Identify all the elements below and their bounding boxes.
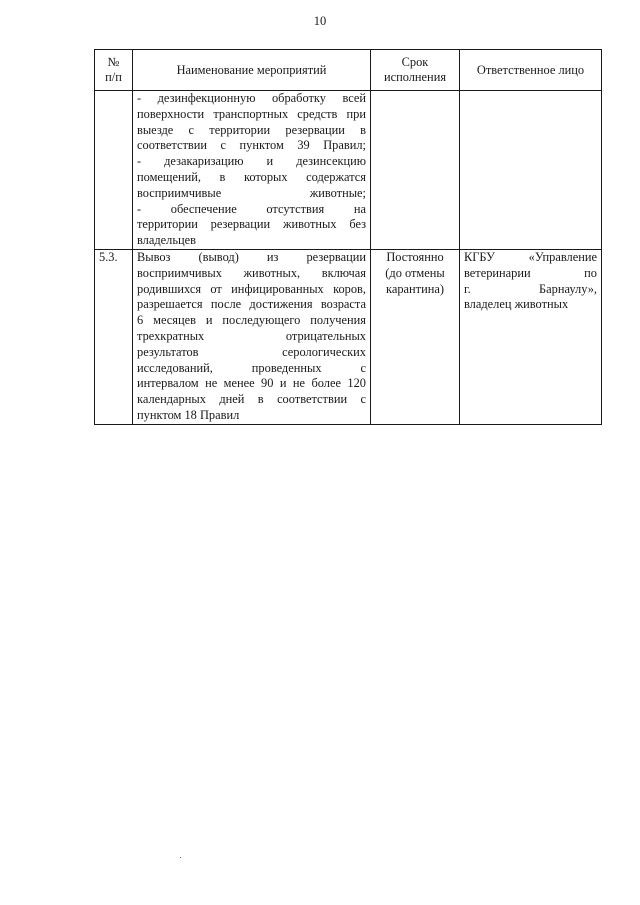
row-term <box>371 91 460 250</box>
row-responsible <box>460 91 602 250</box>
text-line: соответствии с пунктом 39 Правил; <box>137 138 366 153</box>
text-line: Вывоз (вывод) из резервации <box>137 249 366 264</box>
table-header-row <box>95 50 602 91</box>
text-line: пунктом 18 Правил <box>137 407 240 422</box>
text-line: поверхности транспортных средств при <box>137 106 366 121</box>
text-line: родившихся от инфицированных коров, <box>137 281 366 296</box>
text-line: территории резервации животных без <box>137 217 366 232</box>
table-row <box>95 249 602 424</box>
text-line: восприимчивых животных, включая <box>137 265 366 280</box>
row-number <box>95 91 133 250</box>
text-line: Постоянно <box>386 249 444 264</box>
header-term-line: исполнения <box>383 70 447 84</box>
text-line: (до отмены <box>385 265 445 280</box>
text-line: помещений, в которых содержатся <box>137 169 366 184</box>
text-line: - дезинфекционную обработку всей <box>137 91 366 105</box>
text-line: - дезакаризацию и дезинсекцию <box>137 154 366 169</box>
table-row <box>95 91 602 250</box>
header-term-line: Срок <box>401 55 429 69</box>
text-line: владельцев <box>137 233 196 248</box>
row-name <box>133 91 371 250</box>
header-num-line: п/п <box>105 70 122 84</box>
text-line: ветеринарии по <box>464 265 597 280</box>
row-responsible-text <box>464 250 597 313</box>
header-name: Наименование мероприятий <box>133 50 371 91</box>
text-line: календарных дней в соответствии с <box>137 392 366 407</box>
row-name-text <box>137 91 366 249</box>
text-line: 6 месяцев и последующего получения <box>137 313 366 328</box>
text-line: владелец животных <box>464 297 569 312</box>
row-number: 5.3. <box>95 249 133 424</box>
text-line: результатов серологических <box>137 344 366 359</box>
row-name-text <box>137 250 366 424</box>
row-name <box>133 249 371 424</box>
text-line: КГБУ «Управление <box>464 249 597 264</box>
text-line: исследований, проведенных с <box>137 360 366 375</box>
text-line: интервалом не менее 90 и не более 120 <box>137 376 366 391</box>
header-responsible: Ответственное лицо <box>460 50 602 91</box>
row-term-text <box>375 250 455 297</box>
header-term <box>371 50 460 91</box>
text-line: - обеспечение отсутствия на <box>137 201 366 216</box>
measures-table <box>94 49 602 425</box>
text-line: карантина) <box>386 281 444 296</box>
header-num-line: № <box>107 55 120 69</box>
page-number: 10 <box>313 14 327 28</box>
text-line: выезде с территории резервации в <box>137 122 366 137</box>
text-line: г. Барнаулу», <box>464 281 597 296</box>
header-num <box>95 50 133 91</box>
row-term <box>371 249 460 424</box>
text-line: восприимчивые животные; <box>137 185 366 200</box>
text-line: разрешается после достижения возраста <box>137 297 366 312</box>
scan-speck <box>180 857 181 858</box>
text-line: трехкратных отрицательных <box>137 328 366 343</box>
row-responsible <box>460 249 602 424</box>
